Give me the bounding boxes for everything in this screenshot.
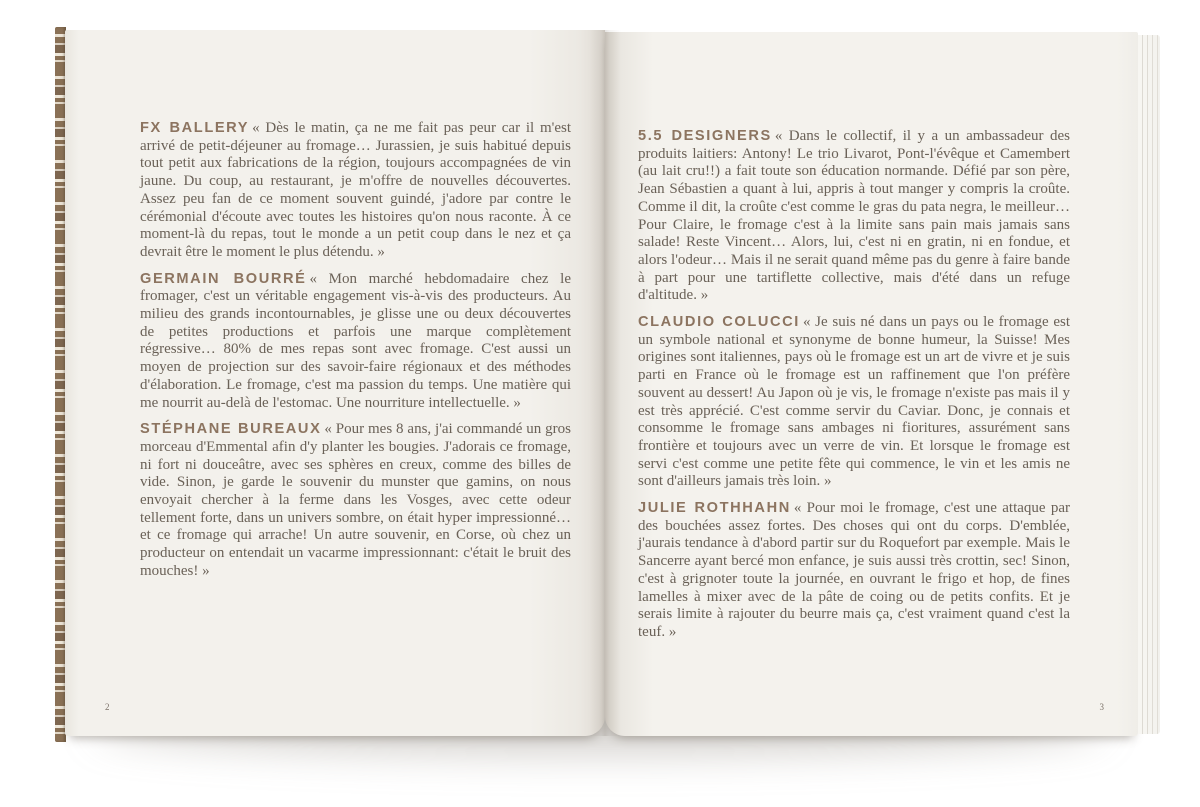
quote-section-stephane-bureaux	[140, 421, 571, 580]
open-book	[55, 30, 1160, 737]
quote-text: « Dans le collectif, il y a un ambassadeur des produits laitiers: Antony! Le trio Livarot, Pont-l'évêque et Camembert (au lait cru!!) a fait toute son éducation normande. Défié par son père, Jean Sébastien a quant à lui, appris à tout manger y compris la croûte. Comme il dit, la croûte c'est comme le gras du pata negra, le meilleur… Pour Claire, le fromage c'est à la limite sans pain mais jamais sans salade! Reste Vincent… Alors, lui, c'est ni en gratin, ni en fondue, et alors l'odeur… Mais il ne serait quand même pas du genre à faire bande à part pour une tartiflette collective, mais d'été dans un refuge d'altitude. »	[638, 128, 1071, 304]
quote-text: « Mon marché hebdomadaire chez le fromager, c'est un véritable engagement vis-à-vis des producteurs. Au milieu des grands incontournables, je glisse une ou deux découvertes de petites productions et parfois une marque complètement régressive… 80% de mes repas sont avec fromage. C'est aussi un moyen de projection sur des savoir-faire régionaux et des méthodes d'élaboration. Le fromage, c'est ma passion du temps. Une matière qui me nourrit au-delà de l'estomac. Une nourriture intellectuelle. »	[140, 270, 571, 411]
person-name: GERMAIN BOURRÉ	[140, 270, 307, 287]
quote-text: « Pour mes 8 ans, j'ai commandé un gros morceau d'Emmental afin d'y planter les bougies. J'adorais ce fromage, ni fort ni douceâtre, avec ses sphères en creux, comme des billes de vide. Sinon, je garde le souvenir du munster que gamins, on nous envoyait chercher à la ferme dans les Vosges, avec cette odeur tellement forte, dans un univers sombre, on était hyper impressionné… et ce fromage qui arrache! Un autre souvenir, en Corse, où chez un producteur on entendait un vacarme impressionnant: c'était le bruit des mouches! »	[140, 421, 571, 579]
quote-section-claudio-colucci	[638, 314, 1070, 491]
quote-section-fx-ballery	[140, 120, 571, 262]
quote-section-55-designers	[638, 128, 1070, 305]
person-name: FX BALLERY	[140, 120, 250, 136]
page-number-left: 2	[105, 702, 110, 712]
person-name: JULIE ROTHHAHN	[638, 500, 791, 517]
person-name: CLAUDIO COLUCCI	[638, 314, 800, 331]
quote-text: « Je suis né dans un pays ou le fromage est un symbole national et synonyme de bonne humeur, la Suisse! Mes origines sont italiennes, pays où le fromage est un art de vivre et je suis parti en France où le fromage est un raffinement que l'on préfère souvent au dessert! Au Japon où je vis, le fromage n'existe pas mais il y est très apprécié. C'est comme servir du Caviar. Donc, je connais et consomme le fromage sans ambages ni fioritures, assurément sans frontière et toujours avec un verre de vin. Et lorsque le fromage est servi c'est comme une petite fête qui commence, le vin et les amis ne sont d'ailleurs jamais très loin. »	[638, 314, 1070, 490]
quote-section-julie-rothhahn	[638, 500, 1070, 642]
stacked-page-edges	[1138, 35, 1160, 734]
page-right-text-column	[605, 32, 1138, 651]
page-number-right: 3	[1099, 702, 1104, 712]
quote-section-germain-bourre	[140, 271, 571, 413]
person-name: STÉPHANE BUREAUX	[140, 421, 322, 438]
page-left-text-column	[65, 30, 605, 590]
person-name: 5.5 DESIGNERS	[638, 128, 772, 144]
page-left	[65, 30, 605, 736]
quote-text: « Pour moi le fromage, c'est une attaque par des bouchées assez fortes. Des choses qui ont du corps. D'emblée, j'aurais tendance à d'abord partir sur du Roquefort par exemple. Mais le Sancerre ayant bercé mon enfance, je suis aussi très crottin, sec! Sinon, c'est à grignoter toute la journée, en ouvrant le frigo et hop, de fines lamelles à mixer avec de la pâte de coing ou de petits confits. Et je serais limite à rajouter du beurre mais ça, c'est vraiment quand c'est la teuf. »	[638, 500, 1070, 640]
page-right	[605, 32, 1138, 736]
quote-text: « Dès le matin, ça ne me fait pas peur car il m'est arrivé de petit-déjeuner au fromage… Jurassien, je suis habitué depuis tout petit aux fabrications de la région, toujours accompagnées de vin jaune. Du coup, au restaurant, je m'offre de nouvelles découvertes. Assez peu fan de ce moment souvent guindé, j'adore par contre le cérémonial d'écoute avec toutes les histoires qu'on nous raconte. À ce moment-là du repas, tout le monde a un petit coup dans le nez et ça devrait être le moment le plus détendu. »	[140, 120, 571, 260]
